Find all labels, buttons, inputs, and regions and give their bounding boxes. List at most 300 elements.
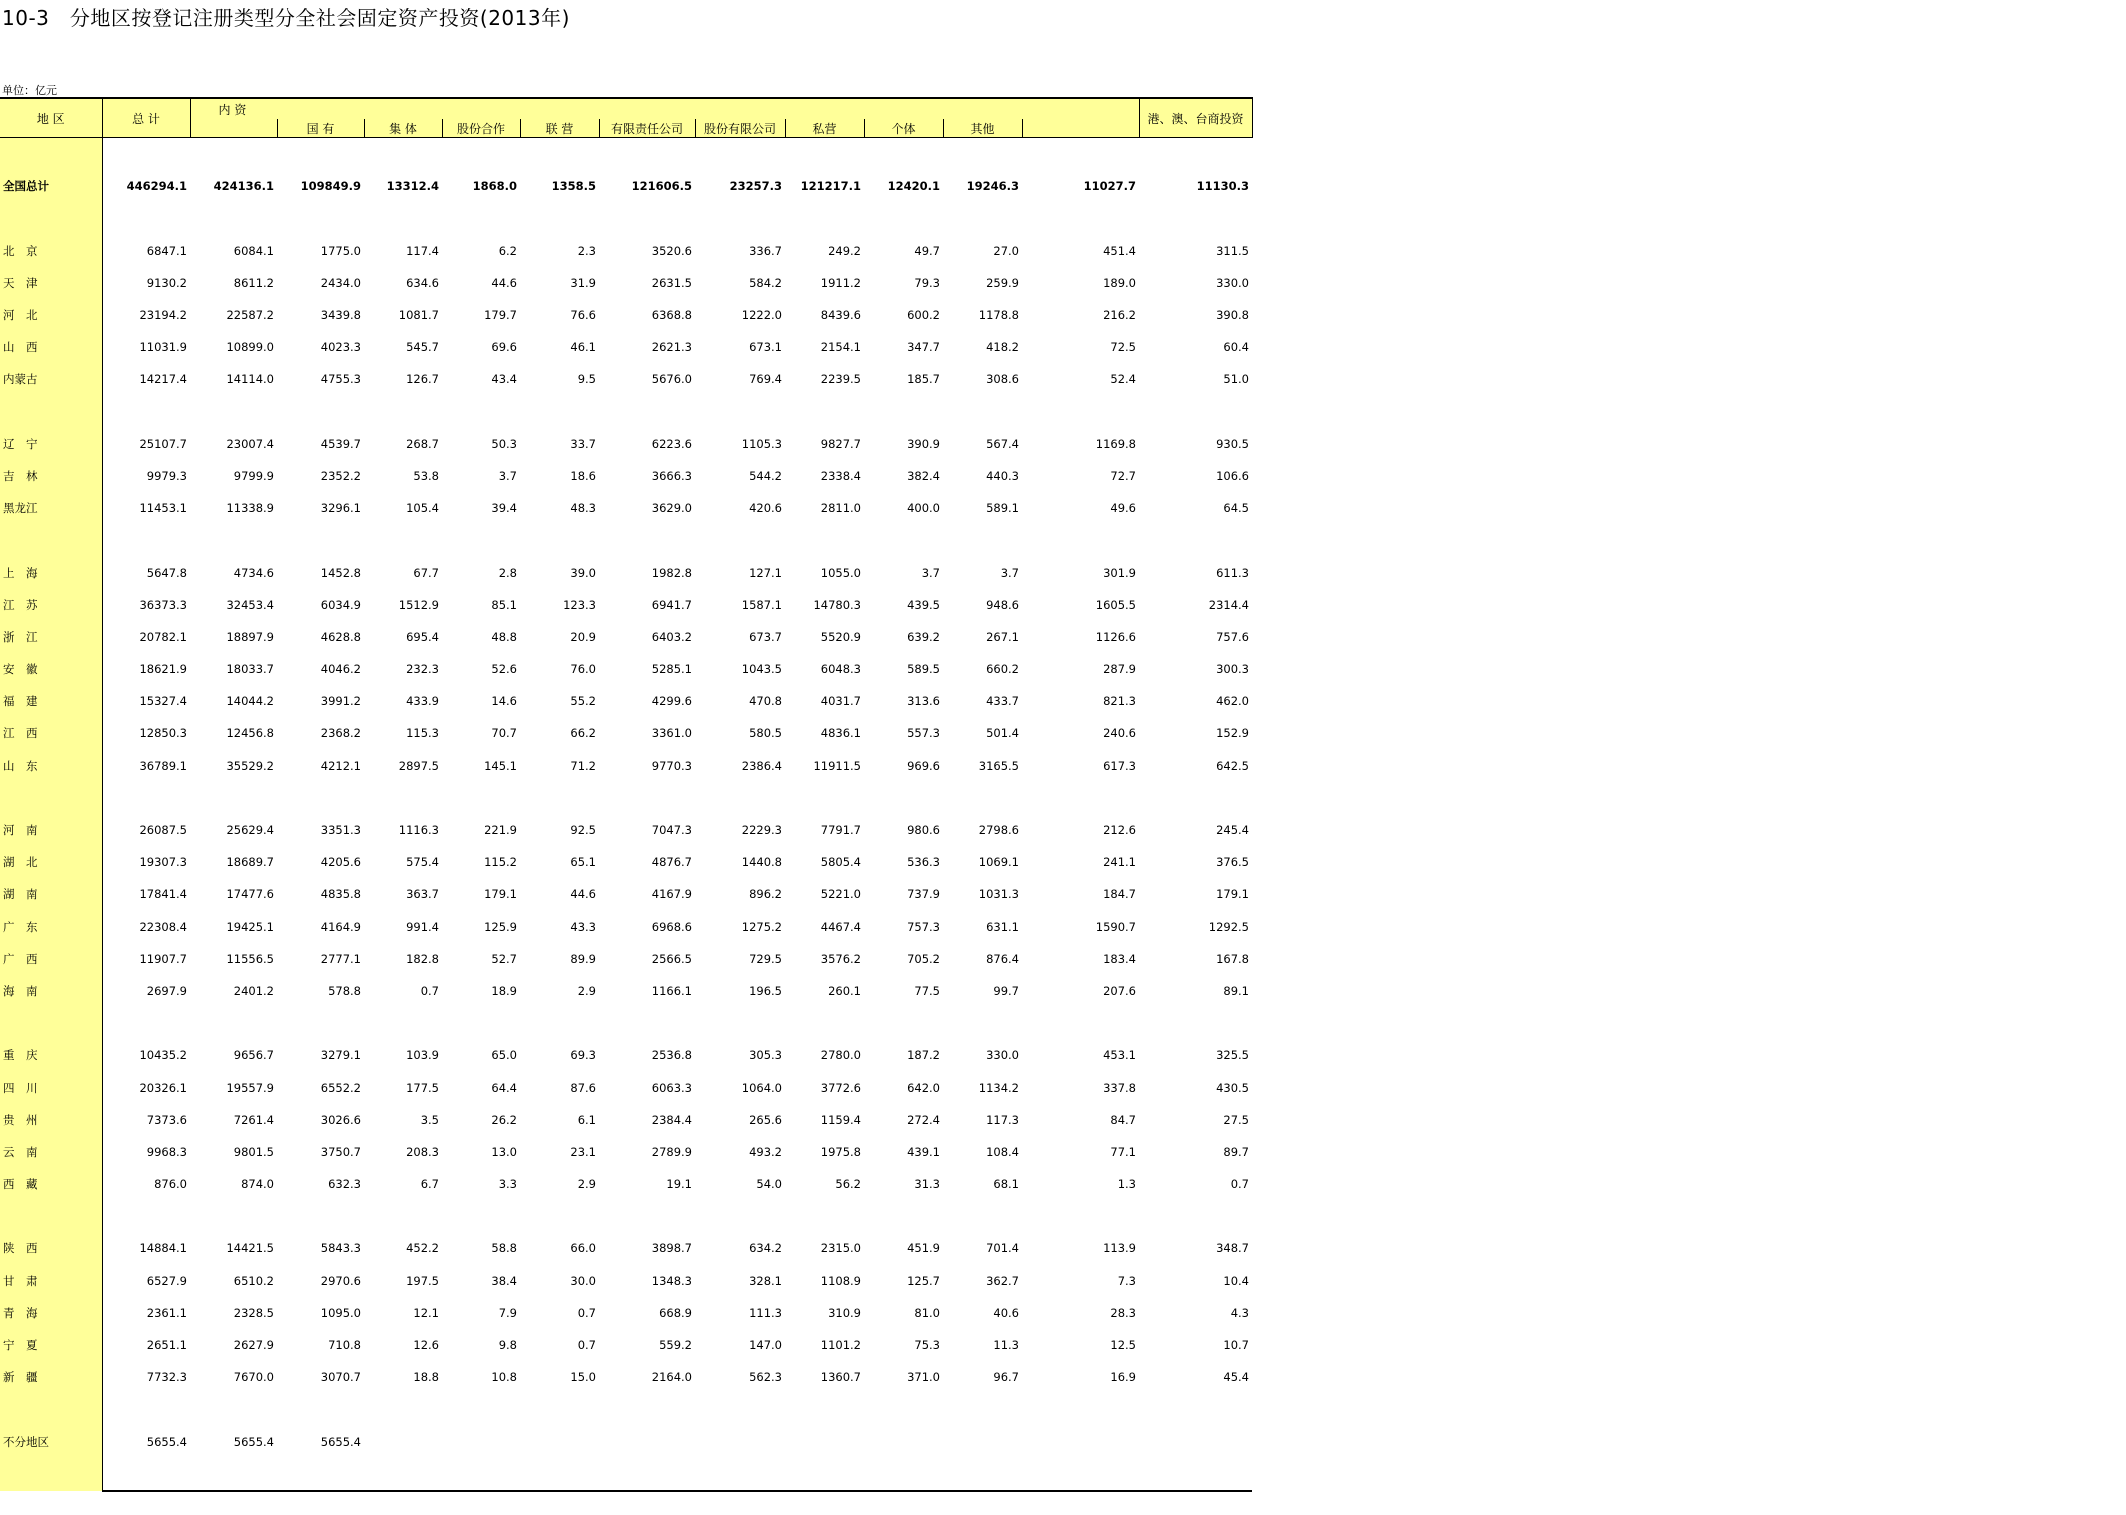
region-cell: 福 建 bbox=[0, 685, 102, 717]
region-cell: 海 南 bbox=[0, 975, 102, 1007]
value-cell: 1440.8 bbox=[741, 855, 782, 870]
value-cell: 23194.2 bbox=[139, 308, 187, 323]
value-cell: 19557.9 bbox=[226, 1080, 274, 1095]
value-cell: 7373.6 bbox=[146, 1112, 187, 1127]
value-cell: 4212.1 bbox=[320, 758, 361, 773]
value-cell: 3.3 bbox=[498, 1177, 517, 1192]
value-cell: 23007.4 bbox=[226, 436, 274, 451]
value-cell: 2229.3 bbox=[741, 823, 782, 838]
value-cell: 0.7 bbox=[577, 1338, 596, 1353]
value-cell: 287.9 bbox=[1103, 662, 1136, 677]
value-cell: 4755.3 bbox=[320, 372, 361, 387]
value-cell: 44.6 bbox=[491, 275, 517, 290]
value-cell: 12.5 bbox=[1110, 1338, 1136, 1353]
value-cell: 99.7 bbox=[993, 983, 1019, 998]
value-cell: 147.0 bbox=[749, 1338, 782, 1353]
value-cell: 87.6 bbox=[570, 1080, 596, 1095]
value-cell: 611.3 bbox=[1216, 565, 1249, 580]
value-cell: 6223.6 bbox=[651, 436, 692, 451]
value-cell: 3296.1 bbox=[320, 501, 361, 516]
value-cell: 11031.9 bbox=[139, 340, 187, 355]
value-cell: 673.1 bbox=[749, 340, 782, 355]
value-cell: 0.7 bbox=[1230, 1177, 1249, 1192]
value-cell: 7047.3 bbox=[651, 823, 692, 838]
value-cell: 701.4 bbox=[986, 1241, 1019, 1256]
value-cell: 876.4 bbox=[986, 951, 1019, 966]
value-cell: 452.2 bbox=[406, 1241, 439, 1256]
value-cell: 418.2 bbox=[986, 340, 1019, 355]
value-cell: 2627.9 bbox=[233, 1338, 274, 1353]
value-cell: 12456.8 bbox=[226, 726, 274, 741]
value-cell: 85.1 bbox=[491, 597, 517, 612]
value-cell: 60.4 bbox=[1223, 340, 1249, 355]
value-cell: 64.5 bbox=[1223, 501, 1249, 516]
value-cell: 4.3 bbox=[1230, 1305, 1249, 1320]
value-cell: 72.5 bbox=[1110, 340, 1136, 355]
value-cell: 493.2 bbox=[749, 1144, 782, 1159]
value-cell: 71.2 bbox=[570, 758, 596, 773]
region-cell: 天 津 bbox=[0, 267, 102, 299]
value-cell: 439.5 bbox=[907, 597, 940, 612]
value-cell: 632.3 bbox=[328, 1177, 361, 1192]
value-cell: 639.2 bbox=[907, 629, 940, 644]
value-cell: 12850.3 bbox=[139, 726, 187, 741]
value-cell: 1169.8 bbox=[1095, 436, 1136, 451]
region-cell: 陕 西 bbox=[0, 1232, 102, 1264]
value-cell: 1178.8 bbox=[978, 308, 1019, 323]
value-cell: 14884.1 bbox=[139, 1241, 187, 1256]
value-cell: 48.3 bbox=[570, 501, 596, 516]
value-cell: 5843.3 bbox=[320, 1241, 361, 1256]
region-cell: 广 东 bbox=[0, 911, 102, 943]
value-cell: 2.8 bbox=[498, 565, 517, 580]
value-cell: 1775.0 bbox=[320, 243, 361, 258]
closing-row bbox=[0, 1458, 1252, 1491]
value-cell: 2361.1 bbox=[146, 1305, 187, 1320]
value-cell: 536.3 bbox=[907, 855, 940, 870]
value-cell: 9799.9 bbox=[233, 468, 274, 483]
value-cell: 117.4 bbox=[406, 243, 439, 258]
spacer-row bbox=[0, 1007, 1252, 1039]
value-cell: 111.3 bbox=[749, 1305, 782, 1320]
value-cell: 6084.1 bbox=[233, 243, 274, 258]
value-cell: 39.0 bbox=[570, 565, 596, 580]
value-cell: 1358.5 bbox=[551, 179, 596, 194]
value-cell bbox=[1022, 1426, 1139, 1458]
value-cell: 969.6 bbox=[907, 758, 940, 773]
value-cell: 545.7 bbox=[406, 340, 439, 355]
value-cell: 584.2 bbox=[749, 275, 782, 290]
value-cell: 14780.3 bbox=[813, 597, 861, 612]
table-row bbox=[0, 1361, 1252, 1393]
value-cell: 44.6 bbox=[570, 887, 596, 902]
header-joint-venture: 联 营 bbox=[520, 119, 599, 138]
value-cell: 9801.5 bbox=[233, 1144, 274, 1159]
value-cell: 13.0 bbox=[491, 1144, 517, 1159]
value-cell: 272.4 bbox=[907, 1112, 940, 1127]
value-cell: 451.4 bbox=[1103, 243, 1136, 258]
value-cell: 2164.0 bbox=[651, 1370, 692, 1385]
value-cell: 1166.1 bbox=[651, 983, 692, 998]
value-cell: 76.0 bbox=[570, 662, 596, 677]
value-cell: 3772.6 bbox=[820, 1080, 861, 1095]
value-cell: 221.9 bbox=[484, 823, 517, 838]
value-cell: 6.2 bbox=[498, 243, 517, 258]
value-cell: 232.3 bbox=[406, 662, 439, 677]
value-cell: 51.0 bbox=[1223, 372, 1249, 387]
region-cell: 贵 州 bbox=[0, 1104, 102, 1136]
header-hk-macao-tw: 港、澳、台商投资 bbox=[1139, 98, 1252, 138]
value-cell bbox=[1139, 1426, 1252, 1458]
value-cell: 123.3 bbox=[563, 597, 596, 612]
value-cell: 446294.1 bbox=[126, 179, 187, 194]
value-cell: 36373.3 bbox=[139, 597, 187, 612]
header-collective: 集 体 bbox=[364, 119, 442, 138]
value-cell: 89.9 bbox=[570, 951, 596, 966]
value-cell: 453.1 bbox=[1103, 1048, 1136, 1063]
value-cell: 50.3 bbox=[491, 436, 517, 451]
spacer-row bbox=[0, 782, 1252, 814]
value-cell: 2368.2 bbox=[320, 726, 361, 741]
value-cell: 313.6 bbox=[907, 694, 940, 709]
value-cell: 189.0 bbox=[1103, 275, 1136, 290]
table-row bbox=[0, 846, 1252, 878]
value-cell: 2777.1 bbox=[320, 951, 361, 966]
value-cell: 1031.3 bbox=[978, 887, 1019, 902]
value-cell: 311.5 bbox=[1216, 243, 1249, 258]
value-cell: 17841.4 bbox=[139, 887, 187, 902]
value-cell: 19425.1 bbox=[226, 919, 274, 934]
region-cell: 湖 北 bbox=[0, 846, 102, 878]
value-cell: 1055.0 bbox=[820, 565, 861, 580]
value-cell: 3351.3 bbox=[320, 823, 361, 838]
value-cell: 4628.8 bbox=[320, 629, 361, 644]
value-cell: 240.6 bbox=[1103, 726, 1136, 741]
value-cell: 245.4 bbox=[1216, 823, 1249, 838]
value-cell: 4205.6 bbox=[320, 855, 361, 870]
value-cell: 31.3 bbox=[914, 1177, 940, 1192]
value-cell bbox=[864, 1426, 943, 1458]
value-cell: 575.4 bbox=[406, 855, 439, 870]
value-cell: 152.9 bbox=[1216, 726, 1249, 741]
value-cell: 106.6 bbox=[1216, 468, 1249, 483]
value-cell: 348.7 bbox=[1216, 1241, 1249, 1256]
value-cell: 125.7 bbox=[907, 1273, 940, 1288]
spacer-row bbox=[0, 138, 1252, 171]
value-cell: 3576.2 bbox=[820, 951, 861, 966]
value-cell: 589.5 bbox=[907, 662, 940, 677]
value-cell: 980.6 bbox=[907, 823, 940, 838]
header-other: 其他 bbox=[943, 119, 1022, 138]
value-cell: 1982.8 bbox=[651, 565, 692, 580]
table-row-national-total bbox=[0, 170, 1252, 202]
value-cell: 559.2 bbox=[659, 1338, 692, 1353]
value-cell: 4031.7 bbox=[820, 694, 861, 709]
value-cell: 9.8 bbox=[498, 1338, 517, 1353]
value-cell: 13312.4 bbox=[386, 179, 439, 194]
value-cell: 1975.8 bbox=[820, 1144, 861, 1159]
value-cell: 40.6 bbox=[993, 1305, 1019, 1320]
value-cell: 501.4 bbox=[986, 726, 1019, 741]
value-cell: 208.3 bbox=[406, 1144, 439, 1159]
value-cell: 2798.6 bbox=[978, 823, 1019, 838]
value-cell: 49.7 bbox=[914, 243, 940, 258]
value-cell: 1064.0 bbox=[741, 1080, 782, 1095]
value-cell: 2338.4 bbox=[820, 468, 861, 483]
table-row bbox=[0, 943, 1252, 975]
value-cell: 9130.2 bbox=[146, 275, 187, 290]
value-cell: 1452.8 bbox=[320, 565, 361, 580]
page-title: 10-3 分地区按登记注册类型分全社会固定资产投资(2013年) bbox=[2, 6, 570, 30]
value-cell: 433.9 bbox=[406, 694, 439, 709]
value-cell: 336.7 bbox=[749, 243, 782, 258]
value-cell: 196.5 bbox=[749, 983, 782, 998]
region-cell: 黑龙江 bbox=[0, 492, 102, 524]
value-cell: 2.9 bbox=[577, 1177, 596, 1192]
value-cell: 896.2 bbox=[749, 887, 782, 902]
value-cell: 2.3 bbox=[577, 243, 596, 258]
value-cell: 462.0 bbox=[1216, 694, 1249, 709]
value-cell: 10.8 bbox=[491, 1370, 517, 1385]
value-cell: 562.3 bbox=[749, 1370, 782, 1385]
value-cell: 18897.9 bbox=[226, 629, 274, 644]
value-cell: 2314.4 bbox=[1208, 597, 1249, 612]
value-cell: 2315.0 bbox=[820, 1241, 861, 1256]
value-cell: 177.5 bbox=[406, 1080, 439, 1095]
value-cell: 2566.5 bbox=[651, 951, 692, 966]
value-cell: 48.8 bbox=[491, 629, 517, 644]
value-cell: 81.0 bbox=[914, 1305, 940, 1320]
table-row bbox=[0, 299, 1252, 331]
value-cell: 300.3 bbox=[1216, 662, 1249, 677]
value-cell: 14.6 bbox=[491, 694, 517, 709]
table-row bbox=[0, 235, 1252, 267]
value-cell: 179.1 bbox=[1216, 887, 1249, 902]
table-row bbox=[0, 750, 1252, 782]
value-cell: 14044.2 bbox=[226, 694, 274, 709]
value-cell: 1868.0 bbox=[472, 179, 517, 194]
value-cell: 89.1 bbox=[1223, 983, 1249, 998]
region-cell: 广 西 bbox=[0, 943, 102, 975]
value-cell: 17477.6 bbox=[226, 887, 274, 902]
table-row bbox=[0, 1104, 1252, 1136]
value-cell: 1126.6 bbox=[1095, 629, 1136, 644]
value-cell: 2434.0 bbox=[320, 275, 361, 290]
value-cell: 757.3 bbox=[907, 919, 940, 934]
value-cell: 15327.4 bbox=[139, 694, 187, 709]
value-cell: 52.4 bbox=[1110, 372, 1136, 387]
value-cell: 216.2 bbox=[1103, 308, 1136, 323]
value-cell: 10435.2 bbox=[139, 1048, 187, 1063]
value-cell: 265.6 bbox=[749, 1112, 782, 1127]
header-region: 地 区 bbox=[0, 98, 102, 138]
value-cell: 15.0 bbox=[570, 1370, 596, 1385]
value-cell: 6.1 bbox=[577, 1112, 596, 1127]
value-cell: 1360.7 bbox=[820, 1370, 861, 1385]
value-cell: 12.6 bbox=[413, 1338, 439, 1353]
table-row bbox=[0, 589, 1252, 621]
spacer-row bbox=[0, 524, 1252, 556]
table-row bbox=[0, 1071, 1252, 1103]
value-cell: 642.0 bbox=[907, 1080, 940, 1095]
value-cell: 2328.5 bbox=[233, 1305, 274, 1320]
value-cell: 440.3 bbox=[986, 468, 1019, 483]
value-cell: 1587.1 bbox=[741, 597, 782, 612]
table-row bbox=[0, 460, 1252, 492]
value-cell: 4167.9 bbox=[651, 887, 692, 902]
spacer-row bbox=[0, 1200, 1252, 1232]
value-cell: 109849.9 bbox=[300, 179, 361, 194]
region-cell: 河 南 bbox=[0, 814, 102, 846]
value-cell: 6063.3 bbox=[651, 1080, 692, 1095]
header-joint-stock-coop: 股份合作 bbox=[442, 119, 520, 138]
value-cell: 2631.5 bbox=[651, 275, 692, 290]
value-cell: 3898.7 bbox=[651, 1241, 692, 1256]
value-cell: 874.0 bbox=[241, 1177, 274, 1192]
value-cell: 363.7 bbox=[406, 887, 439, 902]
table-body bbox=[0, 138, 1252, 1491]
value-cell: 4023.3 bbox=[320, 340, 361, 355]
value-cell: 96.7 bbox=[993, 1370, 1019, 1385]
value-cell: 9.5 bbox=[577, 372, 596, 387]
table-row bbox=[0, 621, 1252, 653]
value-cell: 642.5 bbox=[1216, 758, 1249, 773]
value-cell: 6.7 bbox=[420, 1177, 439, 1192]
value-cell: 2621.3 bbox=[651, 340, 692, 355]
spacer-row bbox=[0, 202, 1252, 234]
spacer-row bbox=[0, 1393, 1252, 1425]
value-cell: 72.7 bbox=[1110, 468, 1136, 483]
value-cell: 821.3 bbox=[1103, 694, 1136, 709]
value-cell: 362.7 bbox=[986, 1273, 1019, 1288]
header-shareholding: 股份有限公司 bbox=[695, 119, 785, 138]
value-cell: 27.0 bbox=[993, 243, 1019, 258]
value-cell: 390.9 bbox=[907, 436, 940, 451]
value-cell: 0.7 bbox=[420, 983, 439, 998]
value-cell: 430.5 bbox=[1216, 1080, 1249, 1095]
value-cell: 179.7 bbox=[484, 308, 517, 323]
region-cell: 山 东 bbox=[0, 750, 102, 782]
value-cell: 18.8 bbox=[413, 1370, 439, 1385]
value-cell: 948.6 bbox=[986, 597, 1019, 612]
value-cell: 69.6 bbox=[491, 340, 517, 355]
value-cell: 631.1 bbox=[986, 919, 1019, 934]
value-cell: 179.1 bbox=[484, 887, 517, 902]
value-cell: 108.4 bbox=[986, 1144, 1019, 1159]
value-cell: 11130.3 bbox=[1196, 179, 1249, 194]
value-cell: 1348.3 bbox=[651, 1273, 692, 1288]
value-cell: 18689.7 bbox=[226, 855, 274, 870]
value-cell: 3629.0 bbox=[651, 501, 692, 516]
value-cell: 5655.4 bbox=[320, 1434, 361, 1449]
value-cell: 5285.1 bbox=[651, 662, 692, 677]
value-cell: 26.2 bbox=[491, 1112, 517, 1127]
value-cell: 1069.1 bbox=[978, 855, 1019, 870]
value-cell: 634.6 bbox=[406, 275, 439, 290]
table-row bbox=[0, 556, 1252, 588]
value-cell: 36789.1 bbox=[139, 758, 187, 773]
value-cell: 1108.9 bbox=[820, 1273, 861, 1288]
region-cell: 西 藏 bbox=[0, 1168, 102, 1200]
value-cell: 1081.7 bbox=[398, 308, 439, 323]
value-cell: 600.2 bbox=[907, 308, 940, 323]
value-cell: 1275.2 bbox=[741, 919, 782, 934]
table-row bbox=[0, 331, 1252, 363]
table-row bbox=[0, 363, 1252, 395]
value-cell: 4835.8 bbox=[320, 887, 361, 902]
value-cell: 9968.3 bbox=[146, 1144, 187, 1159]
value-cell: 1.3 bbox=[1117, 1177, 1136, 1192]
table-header bbox=[0, 98, 1252, 138]
value-cell: 1605.5 bbox=[1095, 597, 1136, 612]
value-cell: 20.9 bbox=[570, 629, 596, 644]
header-private: 私营 bbox=[785, 119, 864, 138]
value-cell: 5676.0 bbox=[651, 372, 692, 387]
table-row bbox=[0, 653, 1252, 685]
value-cell: 2154.1 bbox=[820, 340, 861, 355]
region-cell: 湖 南 bbox=[0, 878, 102, 910]
value-cell: 580.5 bbox=[749, 726, 782, 741]
value-cell: 2780.0 bbox=[820, 1048, 861, 1063]
value-cell: 39.4 bbox=[491, 501, 517, 516]
value-cell: 1159.4 bbox=[820, 1112, 861, 1127]
value-cell: 451.9 bbox=[907, 1241, 940, 1256]
value-cell: 28.3 bbox=[1110, 1305, 1136, 1320]
value-cell: 6368.8 bbox=[651, 308, 692, 323]
value-cell: 4164.9 bbox=[320, 919, 361, 934]
region-cell: 山 西 bbox=[0, 331, 102, 363]
value-cell: 12420.1 bbox=[887, 179, 940, 194]
region-cell: 宁 夏 bbox=[0, 1329, 102, 1361]
value-cell: 76.6 bbox=[570, 308, 596, 323]
value-cell: 1095.0 bbox=[320, 1305, 361, 1320]
value-cell: 5805.4 bbox=[820, 855, 861, 870]
value-cell: 7261.4 bbox=[233, 1112, 274, 1127]
value-cell: 470.8 bbox=[749, 694, 782, 709]
value-cell: 5647.8 bbox=[146, 565, 187, 580]
table-row bbox=[0, 717, 1252, 749]
value-cell: 310.9 bbox=[828, 1305, 861, 1320]
value-cell bbox=[520, 1426, 599, 1458]
table-row bbox=[0, 685, 1252, 717]
region-cell: 新 疆 bbox=[0, 1361, 102, 1393]
table-row bbox=[0, 911, 1252, 943]
region-cell: 浙 江 bbox=[0, 621, 102, 653]
value-cell: 117.3 bbox=[986, 1112, 1019, 1127]
header-total: 总 计 bbox=[102, 98, 190, 138]
value-cell: 7670.0 bbox=[233, 1370, 274, 1385]
value-cell: 65.0 bbox=[491, 1048, 517, 1063]
value-cell: 3666.3 bbox=[651, 468, 692, 483]
value-cell: 70.7 bbox=[491, 726, 517, 741]
value-cell: 876.0 bbox=[154, 1177, 187, 1192]
table-row bbox=[0, 1265, 1252, 1297]
value-cell: 92.5 bbox=[570, 823, 596, 838]
value-cell: 382.4 bbox=[907, 468, 940, 483]
value-cell: 89.7 bbox=[1223, 1144, 1249, 1159]
region-cell: 上 海 bbox=[0, 556, 102, 588]
value-cell: 11911.5 bbox=[813, 758, 861, 773]
value-cell: 5221.0 bbox=[820, 887, 861, 902]
value-cell: 259.9 bbox=[986, 275, 1019, 290]
value-cell: 0.7 bbox=[577, 1305, 596, 1320]
value-cell: 65.1 bbox=[570, 855, 596, 870]
value-cell bbox=[364, 1426, 442, 1458]
value-cell: 3520.6 bbox=[651, 243, 692, 258]
value-cell: 207.6 bbox=[1103, 983, 1136, 998]
value-cell bbox=[785, 1426, 864, 1458]
value-cell: 56.2 bbox=[835, 1177, 861, 1192]
